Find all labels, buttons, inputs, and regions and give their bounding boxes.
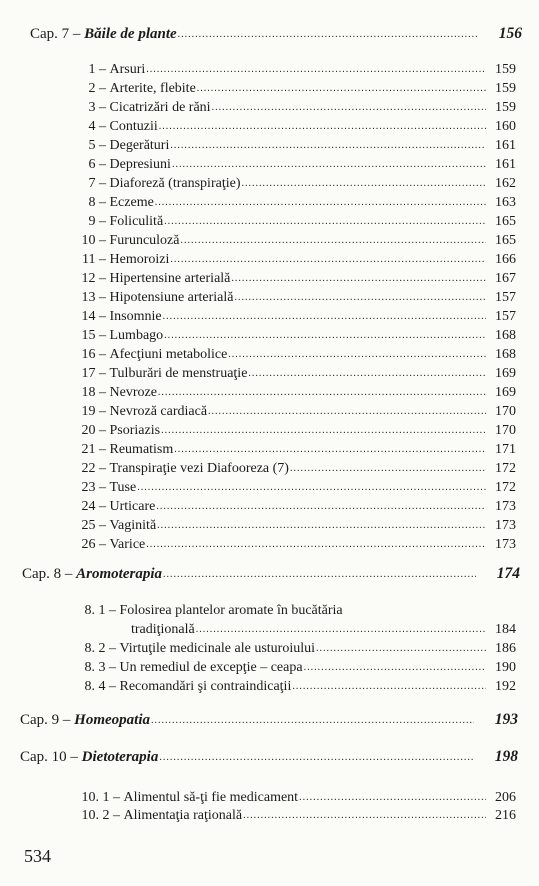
item-number: 10. 2 – [81,808,120,823]
chapter-heading [20,748,518,766]
toc-item [58,81,516,97]
toc-item [58,195,516,211]
dot-leader [316,643,486,654]
item-number: 6 – [88,157,106,172]
toc-item [58,62,516,78]
item-number: 9 – [88,214,106,229]
item-text: Reumatism [109,442,174,457]
item-page: 206 [495,790,516,805]
dot-leader [248,368,486,379]
dot-leader [163,569,476,580]
item-number: 22 – [81,461,106,476]
item-number: 12 – [81,271,106,286]
item-page: 192 [495,679,516,694]
toc-item [58,157,516,173]
item-number: 17 – [81,366,106,381]
chapter-title: Dietoterapia [81,749,159,765]
toc-item [58,290,516,306]
dot-leader [159,121,486,132]
item-number: 13 – [81,290,106,305]
item-text: Nevroză cardiacă [109,404,208,419]
item-text: Insomnie [109,309,162,324]
toc-item [58,233,516,249]
dot-leader [164,330,486,341]
dot-leader [146,539,486,550]
item-text: Recomandări şi contraindicaţii [119,679,292,694]
item-page: 161 [495,157,516,172]
item-page: 172 [495,480,516,495]
item-text: Nevroze [109,385,157,400]
dot-leader [151,715,474,726]
dot-leader [292,681,486,692]
item-page: 168 [495,347,516,362]
dot-leader [228,349,486,360]
dot-leader [172,159,486,170]
toc-item [48,679,516,695]
item-text: Transpiraţie vezi Diafooreza (7) [109,461,289,476]
dot-leader [137,482,486,493]
item-text: Varice [109,537,146,552]
toc-item [58,100,516,116]
item-number: 24 – [81,499,106,514]
item-page: 168 [495,328,516,343]
item-number: 15 – [81,328,106,343]
toc-item [58,309,516,325]
dot-leader [155,197,486,208]
item-number: 5 – [88,138,106,153]
chapter-heading [20,711,518,729]
item-page: 169 [495,385,516,400]
item-number: 18 – [81,385,106,400]
item-number: 8. 1 – [84,603,116,618]
toc-item [58,442,516,458]
dot-leader [235,292,486,303]
chapter-label: Cap. 8 – [22,566,73,582]
item-text: Folosirea plantelor aromate în bucătăria [119,603,343,618]
toc-item [58,423,516,439]
item-page: 173 [495,537,516,552]
dot-leader [170,254,486,265]
item-number: 1 – [88,62,106,77]
item-text: Afecţiuni metabolice [109,347,228,362]
item-text: Cicatrizări de răni [109,100,211,115]
toc-item [48,808,516,824]
item-page: 159 [495,100,516,115]
item-page: 173 [495,499,516,514]
item-number: 4 – [88,119,106,134]
item-page: 160 [495,119,516,134]
toc-item [58,214,516,230]
dot-leader [170,140,486,151]
item-page: 163 [495,195,516,210]
item-text: Arterite, flebite [109,81,196,96]
chapter-heading [30,25,522,43]
toc-item [58,176,516,192]
item-text: Depresiuni [109,157,171,172]
item-number: 23 – [81,480,106,495]
item-number: 11 – [82,252,106,267]
toc-item [48,660,516,676]
dot-leader [197,83,486,94]
dot-leader [290,463,486,474]
item-text: Alimentul să-ţi fie medicament [123,790,299,805]
item-number: 26 – [81,537,106,552]
toc-item [58,385,516,401]
toc-item [58,271,516,287]
item-page: 169 [495,366,516,381]
item-page: 157 [495,309,516,324]
item-text: Urticare [109,499,156,514]
item-number: 8 – [88,195,106,210]
item-text: Tuse [109,480,137,495]
toc-item [58,404,516,420]
item-number: 2 – [88,81,106,96]
chapter-title: Aromoterapia [76,566,163,582]
item-number: 21 – [81,442,106,457]
item-page: 166 [495,252,516,267]
item-page: 184 [495,622,516,637]
chapter-label: Cap. 7 – [30,26,81,42]
toc-item [58,252,516,268]
item-page: 165 [495,233,516,248]
item-page: 173 [495,518,516,533]
chapter-page: 193 [494,711,518,728]
dot-leader [208,406,486,417]
toc-item [58,480,516,496]
dot-leader [161,425,486,436]
dot-leader [159,752,474,763]
dot-leader [163,311,486,322]
item-page: 216 [495,808,516,823]
item-page: 170 [495,404,516,419]
toc-item [48,641,516,657]
chapter-page: 198 [494,748,518,765]
page-number: 534 [24,846,51,866]
dot-leader [212,102,486,113]
item-page: 190 [495,660,516,675]
item-number: 10. 1 – [81,790,120,805]
item-text: Arsuri [109,62,146,77]
item-page: 159 [495,81,516,96]
dot-leader [157,520,486,531]
toc-item [58,347,516,363]
chapter-title: Homeopatia [74,712,150,728]
item-number: 3 – [88,100,106,115]
toc-item [48,603,516,619]
item-number: 8. 3 – [84,660,116,675]
item-number: 7 – [88,176,106,191]
dot-leader [180,235,486,246]
dot-leader [299,792,486,803]
item-page: 165 [495,214,516,229]
item-text: Hipertensine arterială [109,271,231,286]
toc-item-continuation [131,622,516,638]
chapter-label: Cap. 9 – [20,712,71,728]
dot-leader [304,662,486,673]
dot-leader [164,216,486,227]
item-text: Vaginită [109,518,157,533]
item-text: Psoriazis [109,423,161,438]
item-text: Degerături [109,138,170,153]
item-number: 25 – [81,518,106,533]
item-text: Alimentaţia raţională [123,808,243,823]
dot-leader [156,501,486,512]
toc-item [48,790,516,806]
item-page: 167 [495,271,516,286]
toc-item [58,119,516,135]
item-number: 14 – [81,309,106,324]
item-number: 20 – [81,423,106,438]
item-page: 170 [495,423,516,438]
toc-item [58,518,516,534]
toc-item [58,138,516,154]
dot-leader [231,273,486,284]
item-text: Tulburări de menstruaţie [109,366,248,381]
dot-leader [158,387,486,398]
toc-item [58,328,516,344]
item-number: 19 – [81,404,106,419]
chapter-label: Cap. 10 – [20,749,78,765]
chapter-heading [22,565,520,583]
item-text: Furunculoză [109,233,180,248]
item-page: 172 [495,461,516,476]
item-number: 16 – [81,347,106,362]
item-page: 186 [495,641,516,656]
dot-leader [241,178,486,189]
item-text: Diaforeză (transpiraţie) [109,176,241,191]
item-page: 171 [495,442,516,457]
toc-item [58,499,516,515]
item-text: Un remediul de excepţie – ceapa [119,660,303,675]
item-number: 10 – [81,233,106,248]
item-number: 8. 4 – [84,679,116,694]
item-page: 157 [495,290,516,305]
chapter-page: 156 [498,25,522,42]
dot-leader [243,810,486,821]
chapter-page: 174 [496,565,520,582]
item-text: Contuzii [109,119,158,134]
item-text: tradiţională [131,622,195,637]
item-text: Virtuţile medicinale ale usturoiului [119,641,315,656]
item-text: Hipotensiune arterială [109,290,234,305]
toc-item [58,366,516,382]
item-text: Hemoroizi [109,252,170,267]
item-page: 162 [495,176,516,191]
item-text: Eczeme [109,195,154,210]
dot-leader [196,624,486,635]
chapter-title: Băile de plante [84,26,177,42]
item-text: Foliculită [109,214,164,229]
toc-item [58,537,516,553]
toc-item [58,461,516,477]
item-page: 161 [495,138,516,153]
item-text: Lumbago [109,328,164,343]
dot-leader [146,64,486,75]
dot-leader [178,29,478,40]
item-number: 8. 2 – [84,641,116,656]
item-page: 159 [495,62,516,77]
dot-leader [174,444,486,455]
